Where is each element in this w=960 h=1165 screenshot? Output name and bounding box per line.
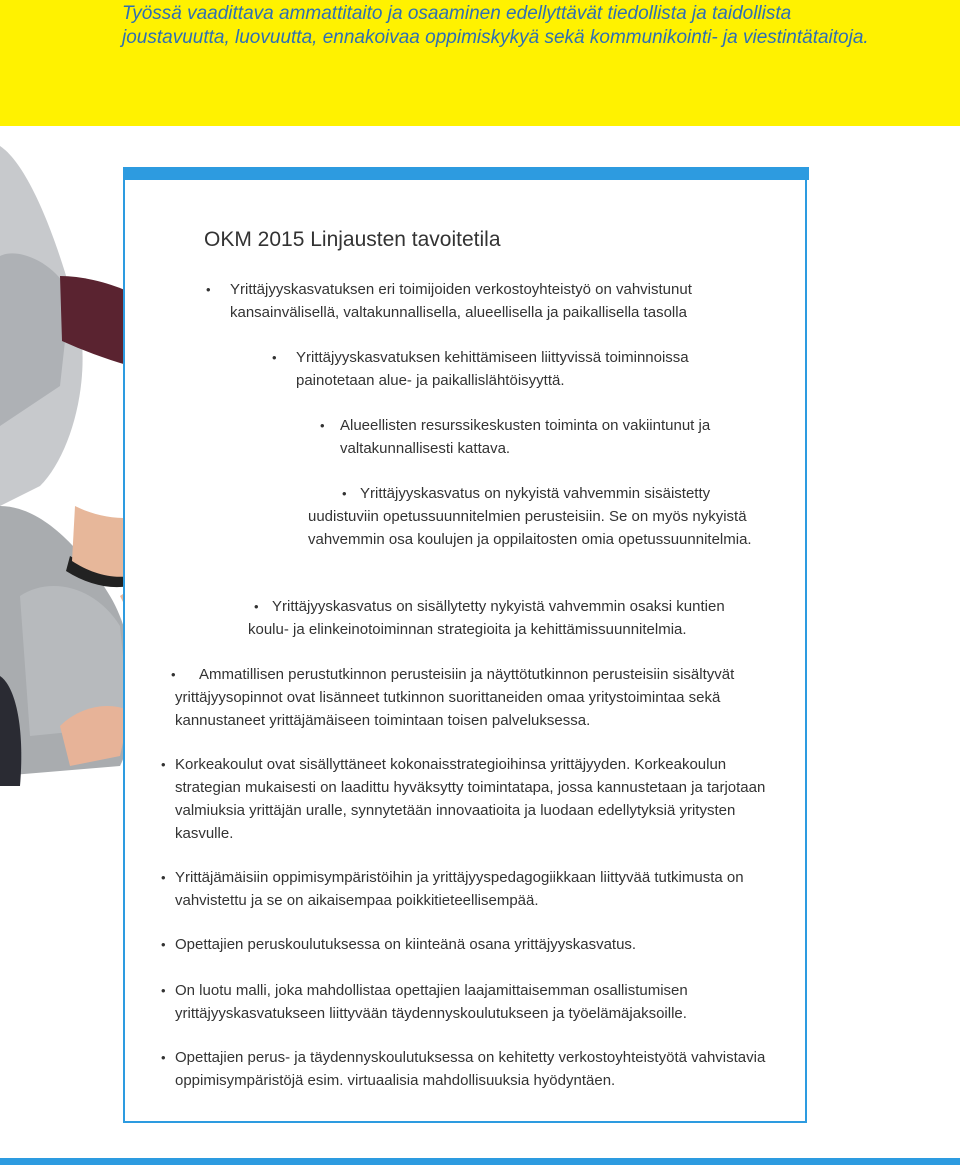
list-item: • Korkeakoulut ovat sisällyttäneet kokonaisstrategioihinsa yrittäjyyden. Korkeakoulun strategian mukaisesti on laadittu hyväksytty toimintatapa, jossa kannustetaan ja tarjotaan valmiuksia yrittäjän uralle, synnytetään innovaatioita ja luodaan edellytyksiä yritysten kasvulle. [175,753,775,845]
bullet-icon: • [272,350,277,365]
bullet-icon: • [161,1050,166,1065]
list-item: • Opettajien perus- ja täydennyskoulutuksessa on kehitetty verkostoyhteistyötä vahvistavia oppimisympäristöjä esim. virtuaalisia mahdollisuuksia hyödyntäen. [175,1046,775,1092]
intro-quote: Työssä vaadittava ammattitaito ja osaaminen edellyttävät tiedollista ja taidollista joustavuutta, luovuutta, ennakoivaa oppimiskykyä sekä kommunikointi- ja viestintätaitoja. [122,3,869,48]
list-item: • Yrittäjyyskasvatuksen kehittämiseen liittyvissä toiminnoissa painotetaan alue- ja paikallislähtöisyyttä. [296,346,716,392]
bullet-icon: • [206,282,211,297]
list-item: • Yrittäjyyskasvatuksen eri toimijoiden verkostoyhteistyö on vahvistunut kansainvälisellä, valtakunnallisella, alueellisella ja paikallisella tasolla [230,278,750,324]
bullet-icon: • [342,486,347,501]
bullet-icon: • [254,599,259,614]
bullet-icon: • [161,870,166,885]
list-item: • Yrittäjyyskasvatus on nykyistä vahvemmin sisäistetty uudistuviin opetussuunnitelmien perusteisiin. Se on myös nykyistä vahvemmin osa koulujen ja oppilaitosten omia opetussuunnitelmia. [308,482,758,551]
list-item: • Ammatillisen perustutkinnon perusteisiin ja näyttötutkinnon perusteisiin sisältyvät yrittäjyysopinnot ovat lisänneet tutkinnon suorittaneiden omaa yritystoimintaa sekä kannustaneet yrittäjämäiseen toimintaan toisen palveluksessa. [175,663,775,732]
list-item: • Yrittäjämäisiin oppimisympäristöihin ja yrittäjyyspedagogiikkaan liittyvää tutkimusta on vahvistettu ja se on aikaisempaa poikkitieteellisempää. [175,866,775,912]
bullet-icon: • [161,983,166,998]
footer-rule [0,1158,960,1165]
list-item: • Alueellisten resurssikeskusten toiminta on vakiintunut ja valtakunnallisesti kattava. [340,414,760,460]
list-item: • Yrittäjyyskasvatus on sisällytetty nykyistä vahvemmin osaksi kuntien koulu- ja elinkeinotoiminnan strategioita ja kehittämissuunnitelmia. [248,595,768,641]
frame-top-bar [123,167,809,180]
bullet-icon: • [171,667,176,682]
bullet-icon: • [161,937,166,952]
bullet-icon: • [161,757,166,772]
list-item: • On luotu malli, joka mahdollistaa opettajien laajamittaisemman osallistumisen yrittäjyyskasvatukseen liittyvään täydennyskoulutukseen ja työelämäjaksoille. [175,979,775,1025]
bullet-icon: • [320,418,325,433]
list-item: • Opettajien peruskoulutuksessa on kiinteänä osana yrittäjyyskasvatus. [175,933,775,956]
section-title: OKM 2015 Linjausten tavoitetila [204,228,501,251]
